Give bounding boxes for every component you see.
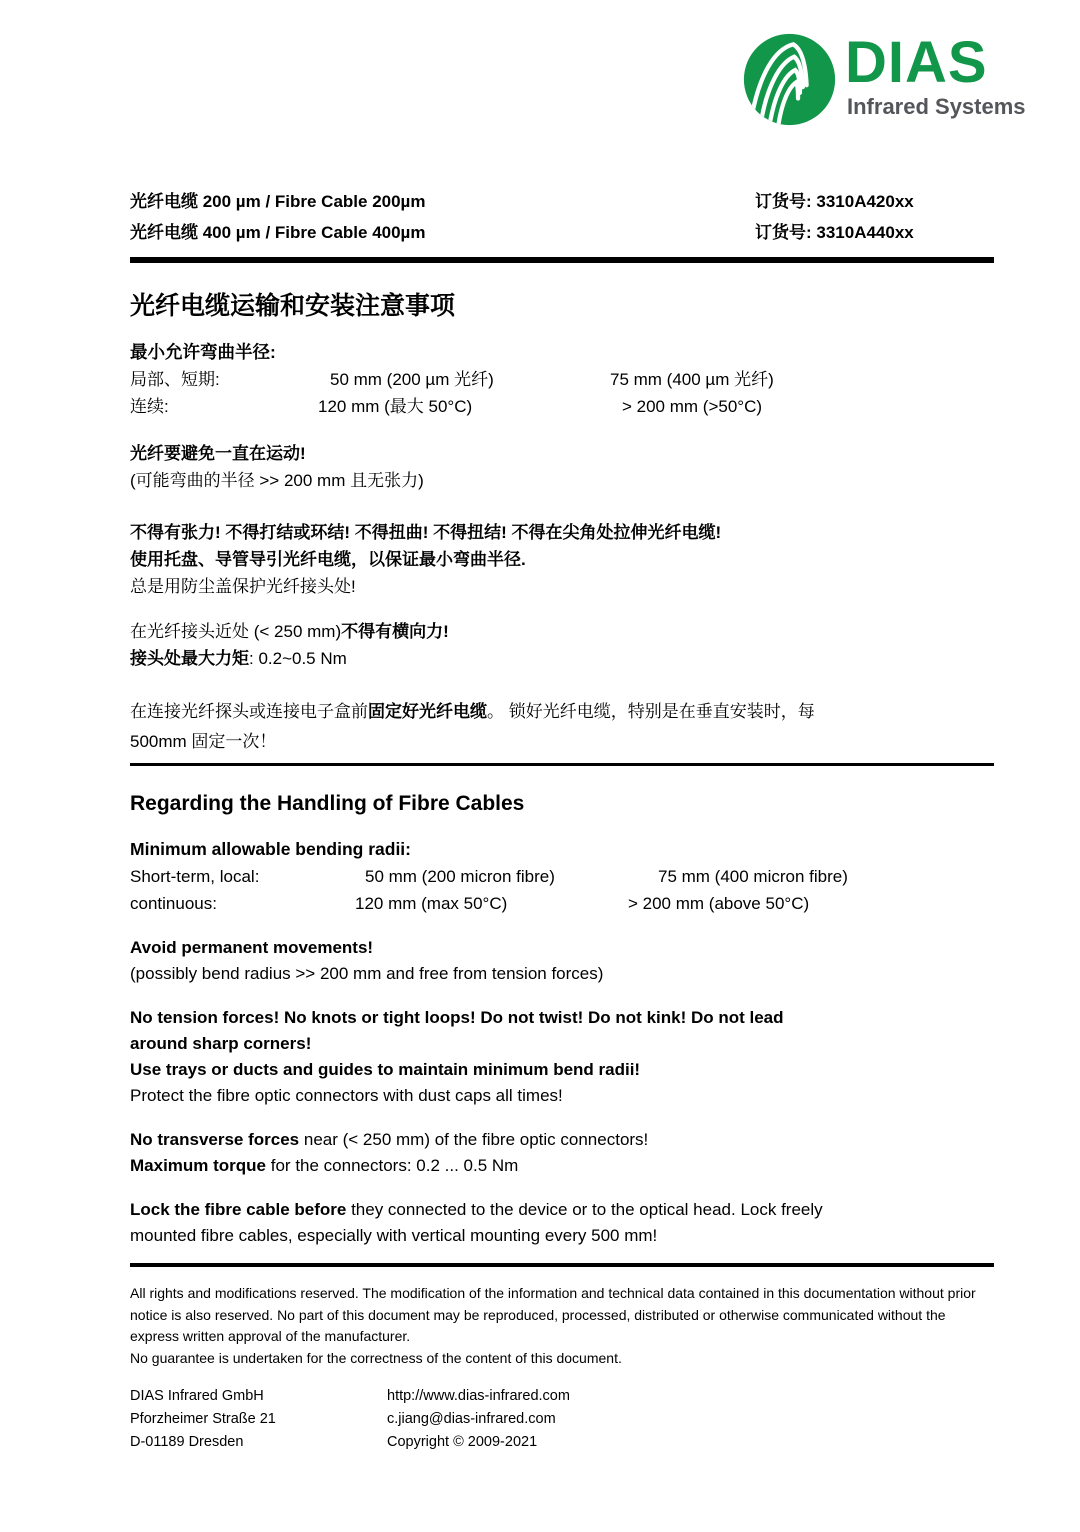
transverse-bold: 不得有横向力!: [341, 622, 449, 641]
row-label: 局部、短期:: [130, 370, 220, 389]
warning-block-cn: [130, 519, 994, 600]
value-400: > 200 mm (>50°C): [622, 397, 763, 416]
contact-row: [130, 1431, 994, 1454]
value-200: 120 mm (最大 50°C): [318, 397, 473, 416]
divider-rule: [130, 257, 994, 263]
row-label: Short-term, local:: [130, 867, 260, 886]
page-footer: [130, 1283, 994, 1454]
order-number: 订货号: 3310A440xx: [755, 223, 914, 242]
divider-rule: [130, 1263, 994, 1267]
table-row: [130, 863, 994, 890]
value-400: > 200 mm (above 50°C): [628, 894, 810, 913]
company-email: c.jiang@dias-infrared.com: [387, 1411, 556, 1427]
torque-line-cn: [130, 645, 994, 672]
lock-rest: 。 锁好光纤电缆，特别是在垂直安装时，每500mm 固定一次！: [130, 702, 815, 751]
company-city: D-01189 Dresden: [130, 1434, 244, 1450]
transverse-prefix: 在光纤接头近处 (< 250 mm): [130, 622, 342, 641]
torque-bold: 接头处最大力矩: [130, 649, 249, 668]
bend-table-cn: [130, 366, 994, 420]
section-title-cn: 光纤电缆运输和安装注意事项: [130, 292, 456, 320]
lock-paragraph-cn: [130, 697, 830, 757]
value-200: 120 mm (max 50°C): [355, 894, 508, 913]
avoid-note-cn: (可能弯曲的半径 >> 200 mm 且无张力): [130, 471, 424, 490]
lock-prefix: 在连接光纤探头或连接电子盒前: [130, 702, 368, 721]
copyright-text: Copyright © 2009-2021: [387, 1434, 538, 1450]
lock-paragraph-en: [130, 1197, 890, 1249]
warning-line: 使用托盘、导管导引光纤电缆，以保证最小弯曲半径.: [130, 550, 526, 569]
torque-bold: Maximum torque: [130, 1156, 267, 1175]
product-name: 光纤电缆 400 µm / Fibre Cable 400µm: [130, 223, 426, 242]
company-name: DIAS Infrared GmbH: [130, 1388, 264, 1404]
transverse-bold: No transverse forces: [130, 1130, 300, 1149]
document-content: [130, 0, 994, 1454]
product-header: [130, 186, 994, 248]
torque-rest: for the connectors: 0.2 ... 0.5 Nm: [266, 1156, 519, 1175]
contact-row: [130, 1385, 994, 1408]
row-label: continuous:: [130, 894, 217, 913]
lock-rest: they connected to the device or to the optical head. Lock freely mounted fibre cables, especially with vertical mounting every 500 mm!: [130, 1200, 823, 1245]
warning-line: No tension forces! No knots or tight loops! Do not twist! Do not kink! Do not lead around sharp corners!: [130, 1008, 784, 1053]
avoid-note-en: (possibly bend radius >> 200 mm and free from tension forces): [130, 964, 604, 983]
row-label: 连续:: [130, 397, 169, 416]
legal-note: No guarantee is undertaken for the correctness of the content of this document.: [130, 1349, 622, 1366]
dust-note-en: Protect the fibre optic connectors with dust caps all times!: [130, 1086, 563, 1105]
brand-tagline: Infrared Systems: [847, 94, 1026, 119]
transverse-line-en: [130, 1127, 994, 1153]
legal-paragraph: All rights and modifications reserved. The modification of the information and technical data contained in this documentation without prior notice is also reserved. No part of this document may be reproduced, processed, distributed or otherwise communicated without the express written approval of the manufacturer.: [130, 1285, 976, 1344]
dust-note-cn: 总是用防尘盖保护光纤接头处!: [130, 577, 356, 596]
value-400: 75 mm (400 µm 光纤): [610, 370, 774, 389]
warning-block-en: [130, 1005, 994, 1109]
torque-rest: : 0.2~0.5 Nm: [249, 649, 347, 668]
company-street: Pforzheimer Straße 21: [130, 1411, 276, 1427]
order-number: 订货号: 3310A420xx: [755, 192, 914, 211]
torque-line-en: [130, 1153, 994, 1179]
avoid-heading-cn: 光纤要避免一直在运动!: [130, 444, 306, 463]
warning-line: Use trays or ducts and guides to maintain minimum bend radii!: [130, 1060, 641, 1079]
section-english: [130, 788, 994, 1249]
transverse-line-cn: [130, 618, 994, 645]
product-row: [130, 217, 994, 248]
value-200: 50 mm (200 micron fibre): [365, 867, 555, 886]
transverse-rest: near (< 250 mm) of the fibre optic connectors!: [299, 1130, 649, 1149]
avoid-heading-en: Avoid permanent movements!: [130, 938, 374, 957]
table-row: [130, 890, 994, 917]
value-200: 50 mm (200 µm 光纤): [330, 370, 494, 389]
divider-rule: [130, 763, 994, 766]
product-row: [130, 186, 994, 217]
warning-line: 不得有张力! 不得打结或环结! 不得扭曲! 不得扭结! 不得在尖角处拉伸光纤电缆!: [130, 523, 722, 542]
bend-heading-cn: 最小允许弯曲半径:: [130, 342, 276, 362]
lock-bold: 固定好光纤电缆: [368, 702, 487, 721]
value-400: 75 mm (400 micron fibre): [658, 867, 848, 886]
brand-name: DIAS: [845, 30, 988, 95]
contact-row: [130, 1408, 994, 1431]
section-chinese: [130, 289, 994, 757]
contact-block: [130, 1385, 994, 1454]
table-row: [130, 366, 994, 393]
bend-heading-en: Minimum allowable bending radii:: [130, 839, 411, 859]
table-row: [130, 393, 994, 420]
lock-bold: Lock the fibre cable before: [130, 1200, 347, 1219]
company-website: http://www.dias-infrared.com: [387, 1388, 570, 1404]
section-title-en: Regarding the Handling of Fibre Cables: [130, 792, 525, 815]
bend-table-en: [130, 863, 994, 917]
product-name: 光纤电缆 200 µm / Fibre Cable 200µm: [130, 192, 426, 211]
